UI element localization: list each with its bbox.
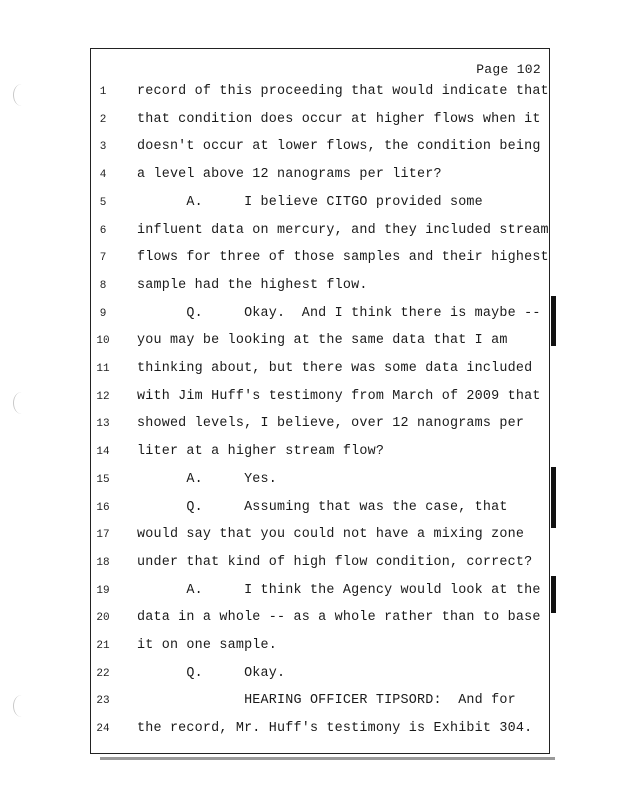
transcript-line: the record, Mr. Huff's testimony is Exhibit 304. bbox=[137, 721, 533, 737]
punch-hole-bottom bbox=[13, 695, 30, 717]
page-edge-shadow bbox=[100, 757, 555, 760]
line-number: 20 bbox=[96, 612, 110, 625]
line-number: 24 bbox=[96, 723, 110, 736]
change-bar bbox=[551, 467, 556, 528]
line-number: 19 bbox=[96, 584, 110, 597]
line-number: 14 bbox=[96, 446, 110, 459]
line-number: 12 bbox=[96, 390, 110, 403]
transcript-line: Q. Assuming that was the case, that bbox=[137, 499, 508, 515]
line-number: 18 bbox=[96, 556, 110, 569]
transcript-line: A. Yes. bbox=[137, 471, 278, 487]
line-number: 15 bbox=[96, 473, 110, 486]
transcript-line: HEARING OFFICER TIPSORD: And for bbox=[137, 693, 516, 709]
line-number: 22 bbox=[96, 667, 110, 680]
transcript-line: a level above 12 nanograms per liter? bbox=[137, 167, 442, 183]
line-number: 23 bbox=[96, 695, 110, 708]
line-number: 9 bbox=[99, 307, 107, 320]
transcript-line: would say that you could not have a mixing zone bbox=[137, 527, 525, 543]
line-number: 2 bbox=[99, 113, 107, 126]
line-number: 13 bbox=[96, 418, 110, 431]
line-number: 4 bbox=[99, 169, 107, 182]
transcript-line: it on one sample. bbox=[137, 638, 278, 653]
transcript-line: you may be looking at the same data that I am bbox=[137, 333, 508, 349]
transcript-line: thinking about, but there was some data included bbox=[137, 361, 533, 376]
transcript-page bbox=[90, 48, 550, 754]
line-number: 11 bbox=[96, 363, 110, 375]
transcript-line: influent data on mercury, and they included stream bbox=[137, 222, 549, 238]
punch-hole-top bbox=[13, 84, 30, 106]
transcript-line: A. I think the Agency would look at the bbox=[137, 582, 541, 598]
line-number: 8 bbox=[99, 279, 107, 292]
transcript-line: doesn't occur at lower flows, the condition being bbox=[137, 139, 541, 155]
transcript-line: record of this proceeding that would indicate that bbox=[137, 84, 549, 99]
transcript-line: flows for three of those samples and their highest bbox=[137, 250, 549, 266]
line-number: 21 bbox=[96, 640, 110, 652]
transcript-line: Q. Okay. And I think there is maybe -- bbox=[137, 305, 541, 321]
change-bar bbox=[551, 296, 556, 346]
transcript-line: that condition does occur at higher flows when it bbox=[137, 111, 541, 127]
change-bar bbox=[551, 576, 556, 613]
transcript-line: Q. Okay. bbox=[137, 665, 286, 681]
line-number: 10 bbox=[96, 335, 110, 348]
line-number: 6 bbox=[99, 224, 107, 237]
transcript-line: under that kind of high flow condition, correct? bbox=[137, 554, 533, 570]
line-number: 1 bbox=[99, 86, 107, 98]
line-number: 5 bbox=[99, 196, 107, 209]
punch-hole-middle bbox=[13, 392, 30, 414]
line-number: 16 bbox=[96, 501, 110, 514]
line-number: 17 bbox=[96, 529, 110, 542]
transcript-line: with Jim Huff's testimony from March of 2009 that bbox=[137, 388, 541, 404]
line-number: 3 bbox=[99, 141, 107, 154]
line-number: 7 bbox=[99, 252, 107, 265]
transcript-line: data in a whole -- as a whole rather than to base bbox=[137, 610, 541, 626]
transcript-line: liter at a higher stream flow? bbox=[137, 444, 385, 460]
transcript-line: sample had the highest flow. bbox=[137, 277, 368, 293]
page-number: Page 102 bbox=[476, 62, 541, 77]
transcript-line: showed levels, I believe, over 12 nanograms per bbox=[137, 416, 525, 432]
transcript-line: A. I believe CITGO provided some bbox=[137, 194, 483, 210]
